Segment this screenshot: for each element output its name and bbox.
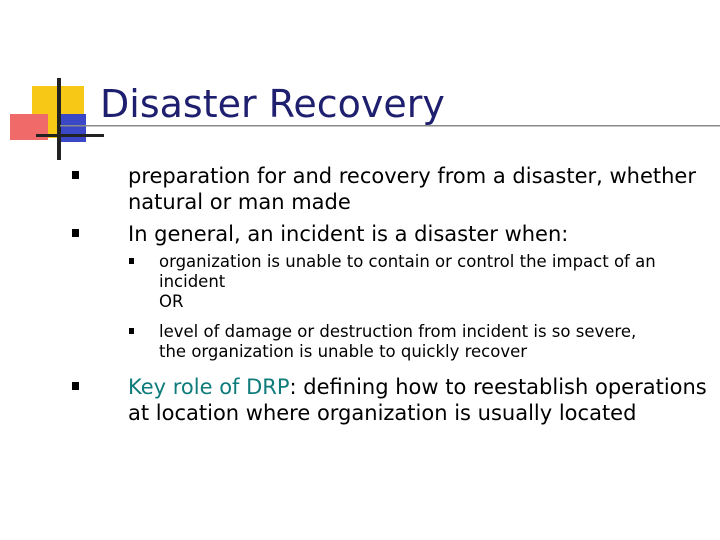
bullet-square-icon bbox=[72, 229, 79, 237]
sub-bullet-text-line: organization is unable to contain or control the impact of an bbox=[159, 252, 656, 271]
bullet-item bbox=[128, 374, 713, 426]
sub-bullet-text-line: level of damage or destruction from incident is so severe, bbox=[159, 322, 637, 341]
sub-bullet-item bbox=[159, 252, 709, 312]
bullet-text: : defining how to reestablish operations at location where organization is usually located bbox=[128, 375, 707, 425]
bullet-item bbox=[128, 163, 713, 215]
sub-bullet-text-line: incident bbox=[159, 272, 226, 291]
sub-bullet-text-line: OR bbox=[159, 292, 184, 311]
bullet-square-icon bbox=[72, 382, 79, 390]
sub-bullet-square-icon bbox=[129, 328, 134, 334]
key-role-highlight: Key role of DRP bbox=[128, 375, 290, 399]
bullet-text: In general, an incident is a disaster when: bbox=[128, 222, 569, 246]
bullet-text: preparation for and recovery from a disaster, whether natural or man made bbox=[128, 164, 696, 214]
sub-bullet-square-icon bbox=[129, 258, 134, 264]
bullet-square-icon bbox=[72, 171, 79, 179]
sub-bullet-item bbox=[159, 322, 709, 362]
bullet-item bbox=[128, 221, 713, 247]
sub-bullet-text-line: the organization is unable to quickly recover bbox=[159, 342, 528, 361]
slide-title: Disaster Recovery bbox=[100, 82, 445, 126]
